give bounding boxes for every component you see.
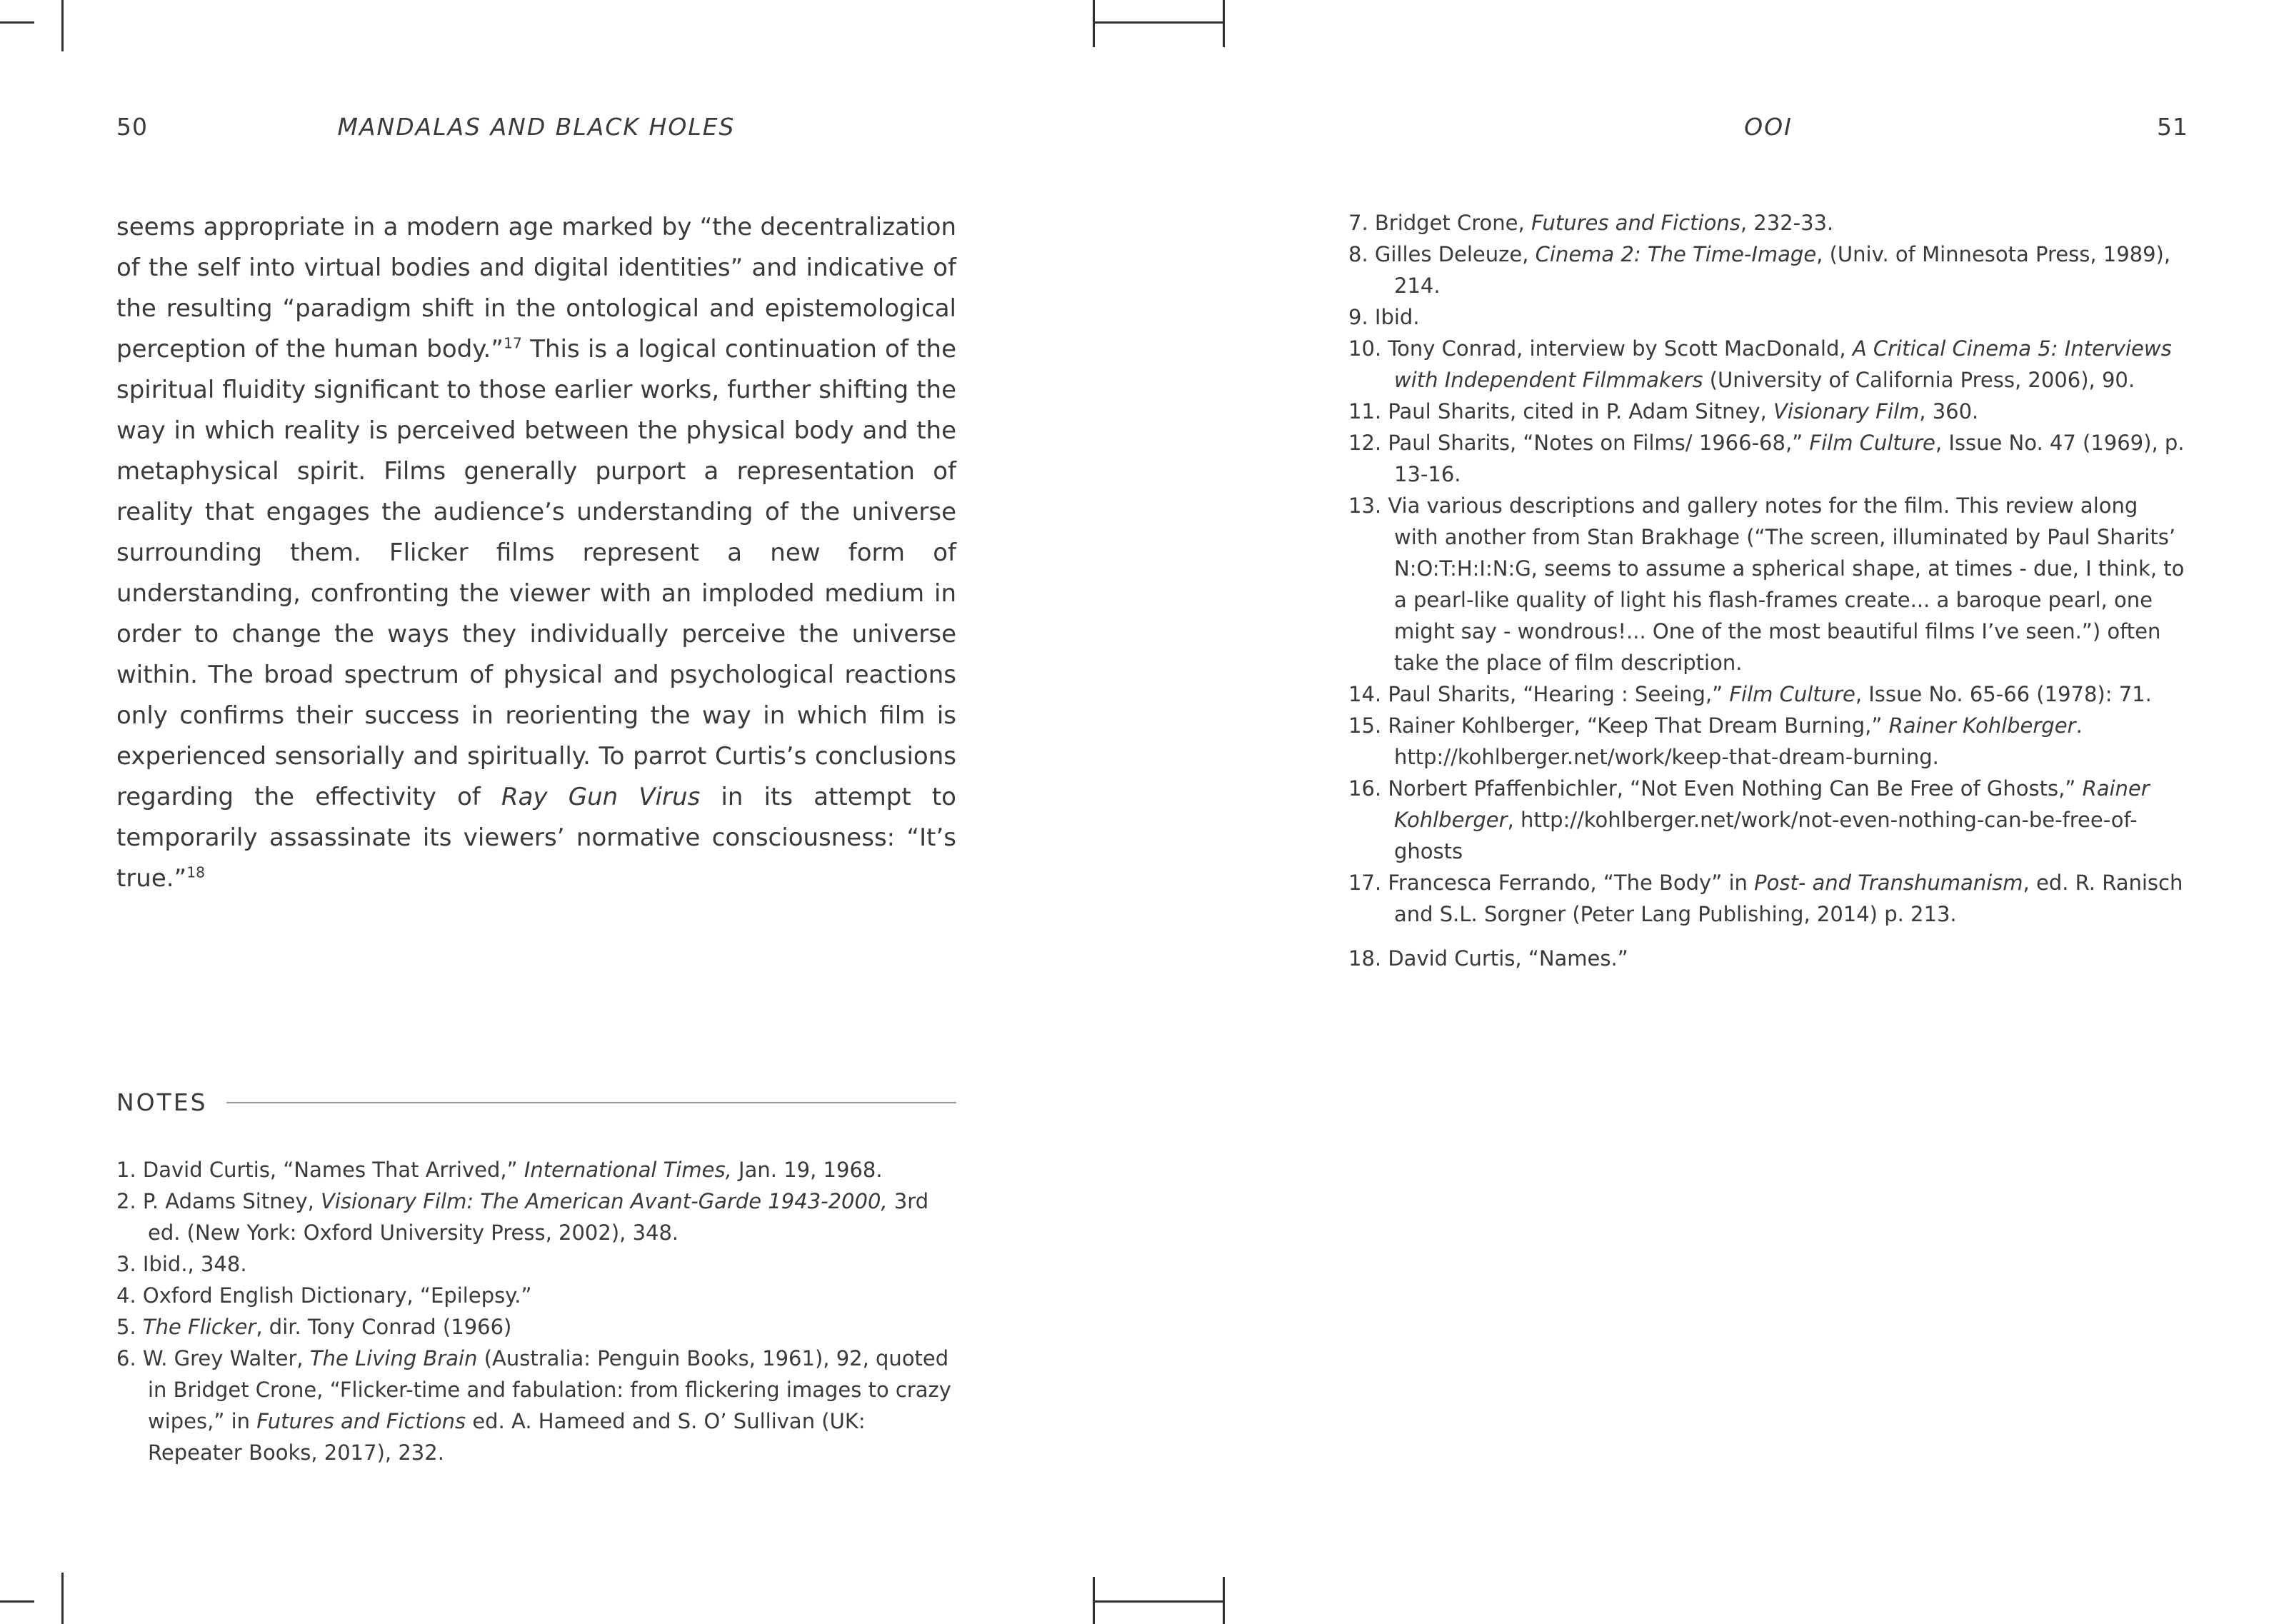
note-item: 4. Oxford English Dictionary, “Epilepsy.” — [116, 1283, 532, 1308]
note-number: 13. — [1348, 493, 1382, 518]
note-number: 14. — [1348, 682, 1382, 706]
note-item: 6. W. Grey Walter, The Living Brain (Australia: Penguin Books, 1961), 92, quoted in Bridget Crone, “Flicker-time and fabulation: from flickering images to crazy wipes,” in Futures and Fictions ed. A. Hameed and S. O’ Sullivan (UK: Repeater Books, 2017), 232. — [116, 1346, 951, 1465]
note-item: 2. P. Adams Sitney, Visionary Film: The American Avant-Garde 1943-2000, 3rd ed. (New York: Oxford University Press, 2002), 348. — [116, 1189, 929, 1245]
note-item: 3. Ibid., 348. — [116, 1252, 247, 1276]
page-left — [116, 0, 956, 1624]
crop-mark-bottom-left-horizontal — [0, 1600, 34, 1603]
body-paragraph: seems appropriate in a modern age marked by “the decentralization of the self into virtual bodies and digital identities” and indicative of the resulting “paradigm shift in the ontological and epistemological perception of the human body.”$^{17}$ This is a logical continuation of the spiritual fluidity significant to those earlier works, further shifting the way in which reality is perceived between the physical body and the metaphysical spirit. Films generally purport a representation of reality that engages the audience’s understanding of the universe surrounding them. Flicker films represent a new form of understanding, confronting the viewer with an imploded medium in order to change the ways they individually perceive the universe within. The broad spectrum of physical and psychological reactions only confirms their success in reorienting the way in which film is experienced sensorially and spiritually. To parrot Curtis’s conclusions regarding the effectivity of Ray Gun Virus in its attempt to temporarily assassinate its viewers’ normative consciousness: “It’s true.”$^{18}$ — [116, 213, 956, 893]
note-item: 5. The Flicker, dir. Tony Conrad (1966) — [116, 1315, 512, 1339]
crop-mark-bottom-center-horizontal — [1093, 1600, 1225, 1603]
note-number: 8. — [1348, 242, 1368, 266]
note-number: 3. — [116, 1252, 136, 1276]
note-number: 17. — [1348, 871, 1382, 895]
note-number: 2. — [116, 1189, 136, 1213]
note-number: 15. — [1348, 713, 1382, 738]
notes-list-right — [1348, 207, 2188, 974]
note-item: 8. Gilles Deleuze, Cinema 2: The Time-Image, (Univ. of Minnesota Press, 1989), 214. — [1348, 242, 2171, 298]
note-number: 1. — [116, 1158, 136, 1182]
note-item: 7. Bridget Crone, Futures and Fictions, 232-33. — [1348, 211, 1834, 235]
page-right — [1348, 0, 2188, 1624]
note-item: 9. Ibid. — [1348, 305, 1420, 329]
notes-heading-row — [116, 1088, 956, 1116]
crop-mark-top-center-horizontal — [1093, 21, 1225, 24]
note-item: 12. Paul Sharits, “Notes on Films/ 1966-68,” Film Culture, Issue No. 47 (1969), p. 13-16. — [1348, 431, 2185, 486]
notes-heading: NOTES — [116, 1088, 208, 1116]
note-item: 16. Norbert Pfaffenbichler, “Not Even Nothing Can Be Free of Ghosts,” Rainer Kohlberger, http://kohlberger.net/work/not-even-nothing-can-be-free-of-ghosts — [1348, 776, 2150, 863]
notes-heading-rule — [226, 1102, 956, 1103]
note-number: 18. — [1348, 946, 1382, 971]
note-number: 16. — [1348, 776, 1382, 801]
note-number: 7. — [1348, 211, 1368, 235]
crop-mark-bottom-left-vertical — [61, 1573, 64, 1624]
page-header-right — [1348, 113, 2188, 146]
page-number-right: 51 — [2157, 113, 2188, 141]
note-number: 9. — [1348, 305, 1368, 329]
crop-mark-top-left-vertical — [61, 0, 64, 51]
notes-list-left — [116, 1154, 956, 1468]
running-head-left: MANDALAS AND BLACK HOLES — [337, 113, 736, 141]
note-item: 10. Tony Conrad, interview by Scott MacDonald, A Critical Cinema 5: Interviews with Independent Filmmakers (University of California Press, 2006), 90. — [1348, 336, 2172, 392]
crop-mark-top-center-right — [1223, 0, 1225, 47]
note-number: 5. — [116, 1315, 136, 1339]
page-number-left: 50 — [116, 113, 148, 141]
running-head-right: OOI — [1744, 113, 1793, 141]
note-item: 1. David Curtis, “Names That Arrived,” International Times, Jan. 19, 1968. — [116, 1158, 883, 1182]
note-item: 14. Paul Sharits, “Hearing : Seeing,” Film Culture, Issue No. 65-66 (1978): 71. — [1348, 682, 2152, 706]
page-header-left — [116, 113, 956, 146]
note-number: 10. — [1348, 336, 1382, 361]
note-number: 11. — [1348, 399, 1382, 423]
crop-mark-top-center-left — [1093, 0, 1095, 47]
note-number: 6. — [116, 1346, 136, 1370]
note-number: 4. — [116, 1283, 136, 1308]
note-item: 17. Francesca Ferrando, “The Body” in Post- and Transhumanism, ed. R. Ranisch and S.L. Sorgner (Peter Lang Publishing, 2014) p. 213. — [1348, 871, 2183, 926]
note-item: 11. Paul Sharits, cited in P. Adam Sitney, Visionary Film, 360. — [1348, 399, 1979, 423]
note-item: 13. Via various descriptions and gallery notes for the film. This review along with another from Stan Brakhage (“The screen, illuminated by Paul Sharits’ N:O:T:H:I:N:G, seems to assume a spherical shape, at times - due, I think, to a pearl-like quality of light his flash-frames create... a baroque pearl, one might say - wondrous!... One of the most beautiful films I’ve seen.”) often take the place of film description. — [1348, 493, 2185, 675]
note-item: 15. Rainer Kohlberger, “Keep That Dream Burning,” Rainer Kohlberger. http://kohlberger.net/work/keep-that-dream-burning. — [1348, 713, 2083, 769]
crop-mark-top-left-horizontal — [0, 21, 34, 24]
note-item: 18. David Curtis, “Names.” — [1348, 946, 1628, 971]
note-number: 12. — [1348, 431, 1382, 455]
